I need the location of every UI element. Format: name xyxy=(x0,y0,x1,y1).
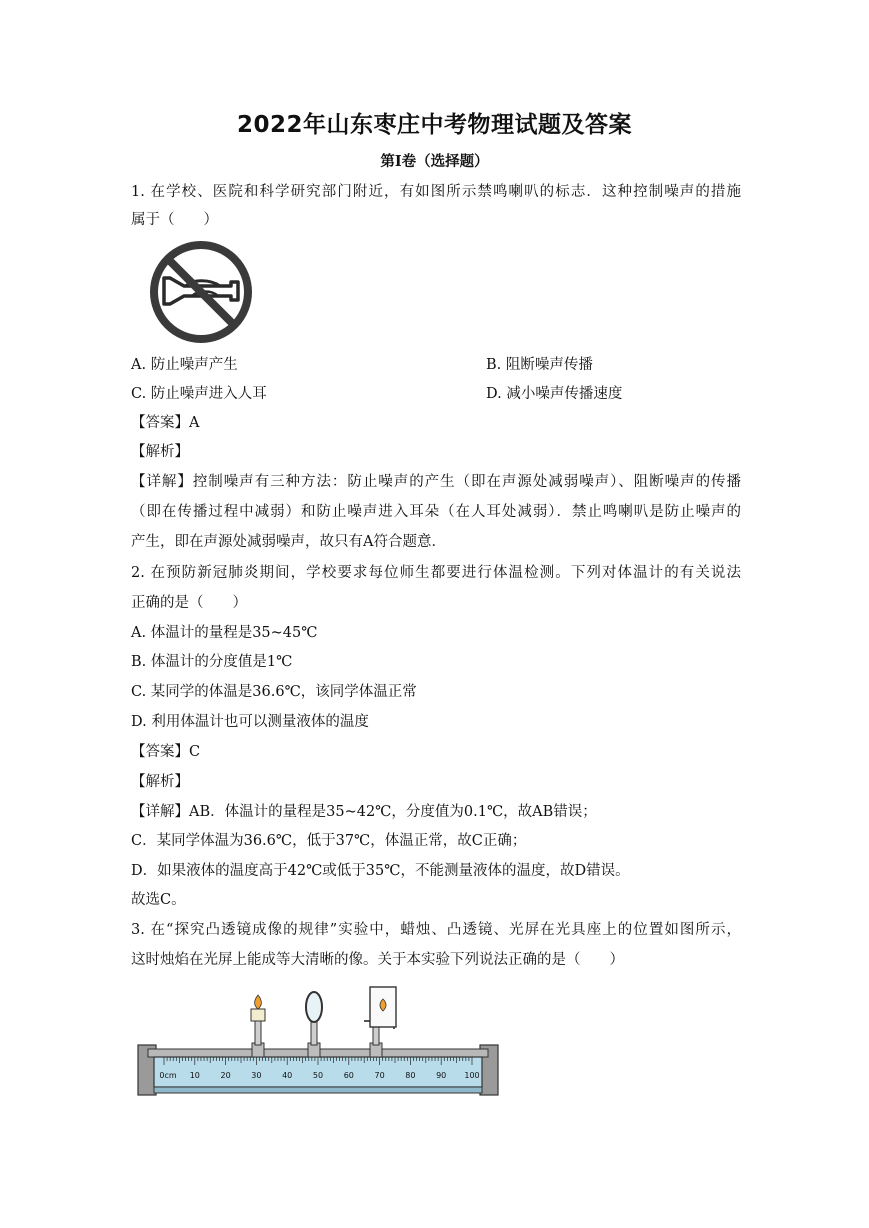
q1-option-a: A. 防止噪声产生 xyxy=(131,357,238,373)
section-heading: 第Ⅰ卷（选择题） xyxy=(380,153,489,170)
optical-bench-figure xyxy=(134,985,502,1100)
convex-lens xyxy=(306,992,322,1022)
q2-stem-line-1: 2. 在预防新冠肺炎期间，学校要求每位师生都要进行体温检测。下列对体温计的有关说法 xyxy=(131,565,741,581)
scale-tick-label: 30 xyxy=(251,1071,262,1080)
candle xyxy=(251,1009,265,1021)
q1-detail-line-3: 产生，即在声源处减弱噪声，故只有A符合题意． xyxy=(131,534,446,550)
q3-stem-line-2: 这时烛焰在光屏上能成等大清晰的像。关于本实验下列说法正确的是（ ） xyxy=(131,952,624,968)
lens-holder-post xyxy=(311,1021,317,1045)
q1-option-d: D. 减小噪声传播速度 xyxy=(486,386,623,402)
candle-holder-post xyxy=(255,1019,261,1045)
q2-detail-line-2: C．某同学体温为36.6℃，低于37℃，体温正常，故C正确； xyxy=(131,833,527,849)
scale-tick-label: 100 xyxy=(464,1071,480,1080)
q1-stem-line-1: 1. 在学校、医院和科学研究部门附近，有如图所示禁鸣喇叭的标志．这种控制噪声的措施 xyxy=(131,184,741,200)
scale-tick-label: 50 xyxy=(312,1071,324,1080)
q2-answer: 【答案】C xyxy=(131,744,201,760)
scale-tick-label: 10 xyxy=(189,1071,200,1080)
scale-tick-label: 20 xyxy=(220,1071,231,1080)
q3-stem-line-1: 3. 在“探究凸透镜成像的规律”实验中，蜡烛、凸透镜、光屏在光具座上的位置如图所示， xyxy=(131,922,741,938)
q2-stem-line-2: 正确的是（ ） xyxy=(131,595,247,611)
q1-option-b: B. 阻断噪声传播 xyxy=(486,357,593,373)
document-title: 2022年山东枣庄中考物理试题及答案 xyxy=(236,112,632,138)
scale-tick-label: 0cm xyxy=(159,1071,177,1080)
scale-tick-label: 70 xyxy=(374,1071,385,1080)
candle-flame xyxy=(255,995,262,1009)
q2-detail-line-1: 【详解】AB．体温计的量程是35~42℃，分度值为0.1℃，故AB错误； xyxy=(131,804,597,820)
q2-detail-line-3: D．如果液体的温度高于42℃或低于35℃，不能测量液体的温度，故D错误。 xyxy=(131,863,630,879)
q1-analysis-label: 【解析】 xyxy=(131,444,189,460)
q1-answer: 【答案】A xyxy=(131,415,200,431)
q1-detail-line-1: 【详解】控制噪声有三种方法：防止噪声的产生（即在声源处减弱噪声）、阻断噪声的传播 xyxy=(131,474,741,490)
q1-detail-line-2: （即在传播过程中减弱）和防止噪声进入耳朵（在人耳处减弱）．禁止鸣喇叭是防止噪声的 xyxy=(131,504,741,520)
no-horn-sign-figure xyxy=(146,238,256,346)
q2-option-c: C. 某同学的体温是36.6℃，该同学体温正常 xyxy=(131,684,417,700)
scale-tick-label: 90 xyxy=(436,1071,447,1080)
q2-option-b: B. 体温计的分度值是1℃ xyxy=(131,654,293,670)
q2-option-d: D. 利用体温计也可以测量液体的温度 xyxy=(131,714,369,730)
scale-tick-label: 60 xyxy=(343,1071,354,1080)
q1-option-c: C. 防止噪声进入人耳 xyxy=(131,386,267,402)
scale-tick-label: 80 xyxy=(405,1071,416,1080)
q2-option-a: A. 体温计的量程是35~45℃ xyxy=(131,625,318,641)
scale-tick-label: 40 xyxy=(282,1071,293,1080)
q2-conclusion: 故选C。 xyxy=(131,892,186,908)
bench-base xyxy=(154,1087,482,1093)
q1-stem-line-2: 属于（ ） xyxy=(131,212,218,228)
q2-analysis-label: 【解析】 xyxy=(131,774,189,790)
